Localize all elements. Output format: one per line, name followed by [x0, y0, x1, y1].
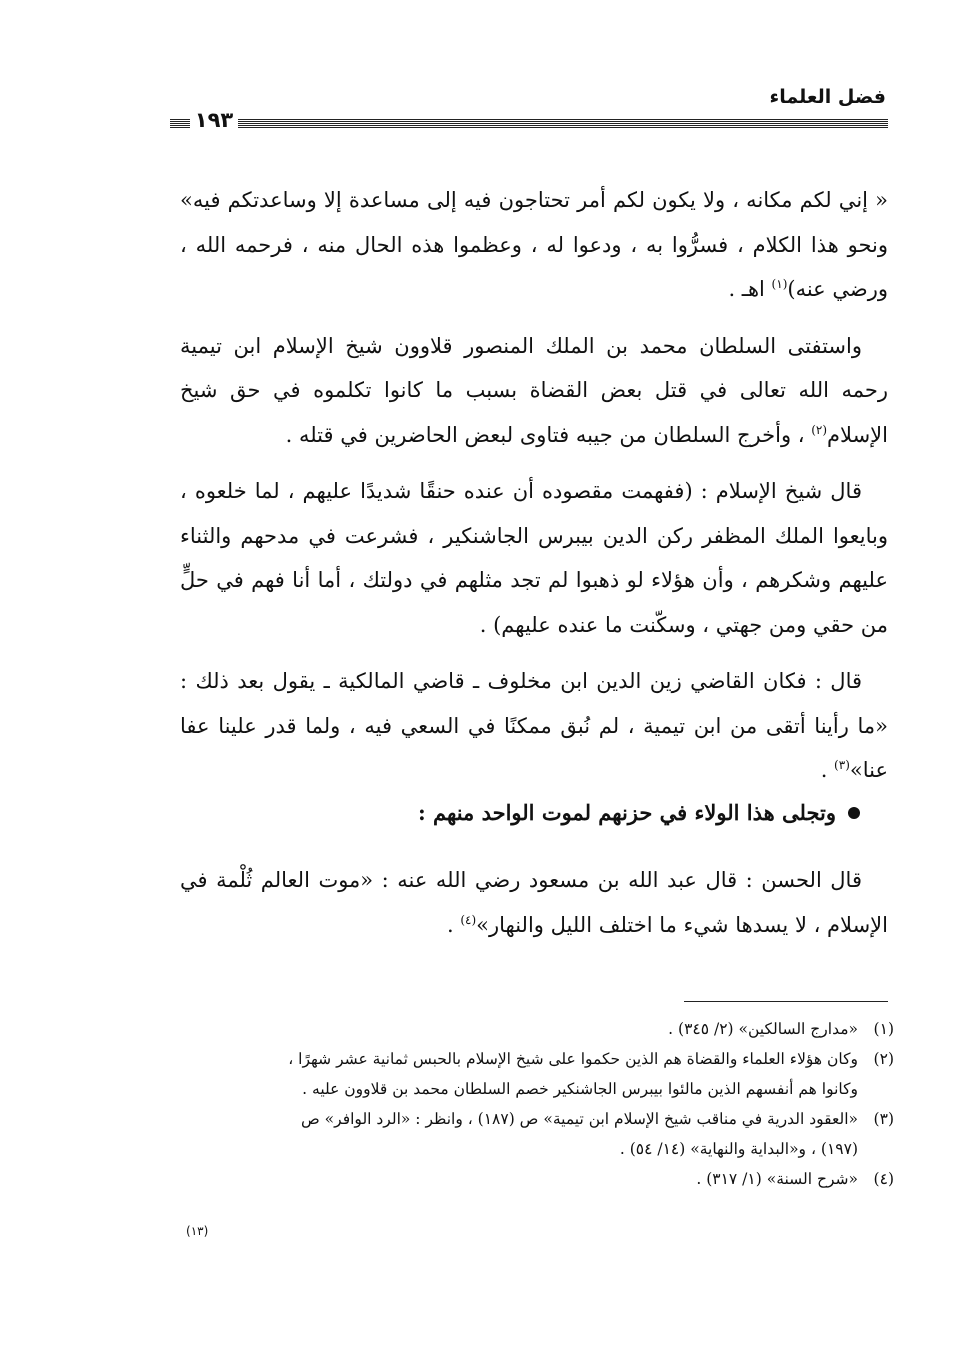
paragraph-5-text: قال الحسن : قال عبد الله بن مسعود رضي الله عنه : «موت العالم ثُلْمة في الإسلام ، لا يسدها شيء ما اختلف الليل والنهار» — [180, 868, 888, 937]
footnote-number: (٢) — [873, 1050, 894, 1068]
footnote-number: (١) — [873, 1020, 894, 1038]
footnote-text: «العقود الدرية في مناقب شيخ الإسلام ابن تيمية» ص (١٨٧) ، وانظر : «الرد الوافر» ص — [301, 1110, 858, 1128]
footnote-2 — [176, 1044, 894, 1074]
paragraph-5-end: . — [446, 912, 461, 937]
header-rule — [238, 119, 888, 128]
paragraph-1 — [180, 178, 888, 312]
footnote-text: وكان هؤلاء العلماء والقضاة هم الذين حكموا على شيخ الإسلام بالحبس ثمانية عشر شهرًا ، — [288, 1050, 858, 1068]
footnote-number: (٤) — [873, 1170, 894, 1188]
paragraph-3 — [180, 469, 888, 647]
paragraph-4 — [180, 659, 888, 793]
footnote-text: «شرح السنة» (١/ ٣١٧) . — [696, 1170, 858, 1188]
footnotes — [176, 1014, 894, 1194]
header-rule-tail — [170, 119, 190, 128]
paragraph-1-end: اهـ . — [728, 277, 772, 301]
footnote-1 — [176, 1014, 894, 1044]
footnote-ref-3: (٣) — [834, 758, 850, 772]
footnote-3-continuation: (١٩٧) ، و«البداية والنهاية» (١٤/ ٥٤) . — [619, 1140, 858, 1158]
footnote-4 — [176, 1164, 894, 1194]
footnote-ref-1: (١) — [771, 277, 788, 291]
paragraph-2 — [180, 324, 888, 458]
sheet-number: (١٣) — [186, 1224, 209, 1238]
paragraph-5 — [180, 858, 888, 947]
footnote-separator — [684, 1001, 888, 1002]
paragraph-2-end: ، وأخرج السلطان من جيبه فتاوى لبعض الحاضرين في قتله . — [285, 422, 812, 447]
main-text — [180, 178, 888, 805]
paragraph-4-end: . — [820, 758, 835, 782]
paragraph-2-text: واستفتى السلطان محمد بن الملك المنصور قلاوون شيخ الإسلام ابن تيمية رحمه الله تعالى في قتل بعض القضاة بسبب ما كانوا تكلموه في حق شيخ الإسلام — [180, 333, 888, 447]
footnote-ref-4: (٤) — [460, 912, 477, 927]
section-bullet-text: وتجلى هذا الولاء في حزنهم لموت الواحد منهم : — [417, 800, 836, 825]
paragraph-3-text: قال شيخ الإسلام : (ففهمت مقصوده أن عنده حنقًا شديدًا عليهم ، لما خلعوه ، وبايعوا الملك المظفر ركن الدين بيبرس الجاشنكير ، فشرعت في مدحهم والثناء عليهم وشكرهم ، وأن هؤلاء لو ذهبوا لم تجد مثلهم في دولتك ، أما أنا فهم في حلٍّ من حقي ومن جهتي ، وسكّنت ما عنده عليهم) . — [180, 479, 888, 637]
footnote-ref-2: (٢) — [811, 422, 828, 437]
running-header-title: فضل العلماء — [769, 86, 886, 108]
paragraph-1-text: « إني لكم مكانه ، ولا يكون لكم أمر تحتاجون فيه إلى مساعدة إلا وساعدتكم فيه» ونحو هذا الكلام ، فسرُّوا به ، ودعوا له ، وعظموا هذه الحال منه ، فرحمه الله ، ورضي عنه) — [180, 188, 888, 301]
footnote-text: «مدارج السالكين» (٢/ ٣٤٥) . — [668, 1020, 858, 1038]
section-bullet — [418, 800, 860, 825]
page-number: ١٩٣ — [194, 108, 234, 132]
paragraph-4-text: قال : فكان القاضي زين الدين ابن مخلوف ـ قاضي المالكية ـ يقول بعد ذلك : «ما رأينا أتقى من ابن تيمية ، لم نُبق ممكنًا في السعي فيه ، ولما قدر علينا عفا عنا» — [180, 669, 888, 782]
main-text-lower — [180, 858, 888, 959]
footnote-3 — [176, 1104, 894, 1134]
footnote-number: (٣) — [873, 1110, 894, 1128]
bullet-icon — [848, 807, 860, 819]
footnote-2-continuation: وكانوا هم أنفسهم الذين مالئوا بيبرس الجاشنكير خصم السلطان محمد بن قلاوون عليه . — [302, 1080, 858, 1098]
